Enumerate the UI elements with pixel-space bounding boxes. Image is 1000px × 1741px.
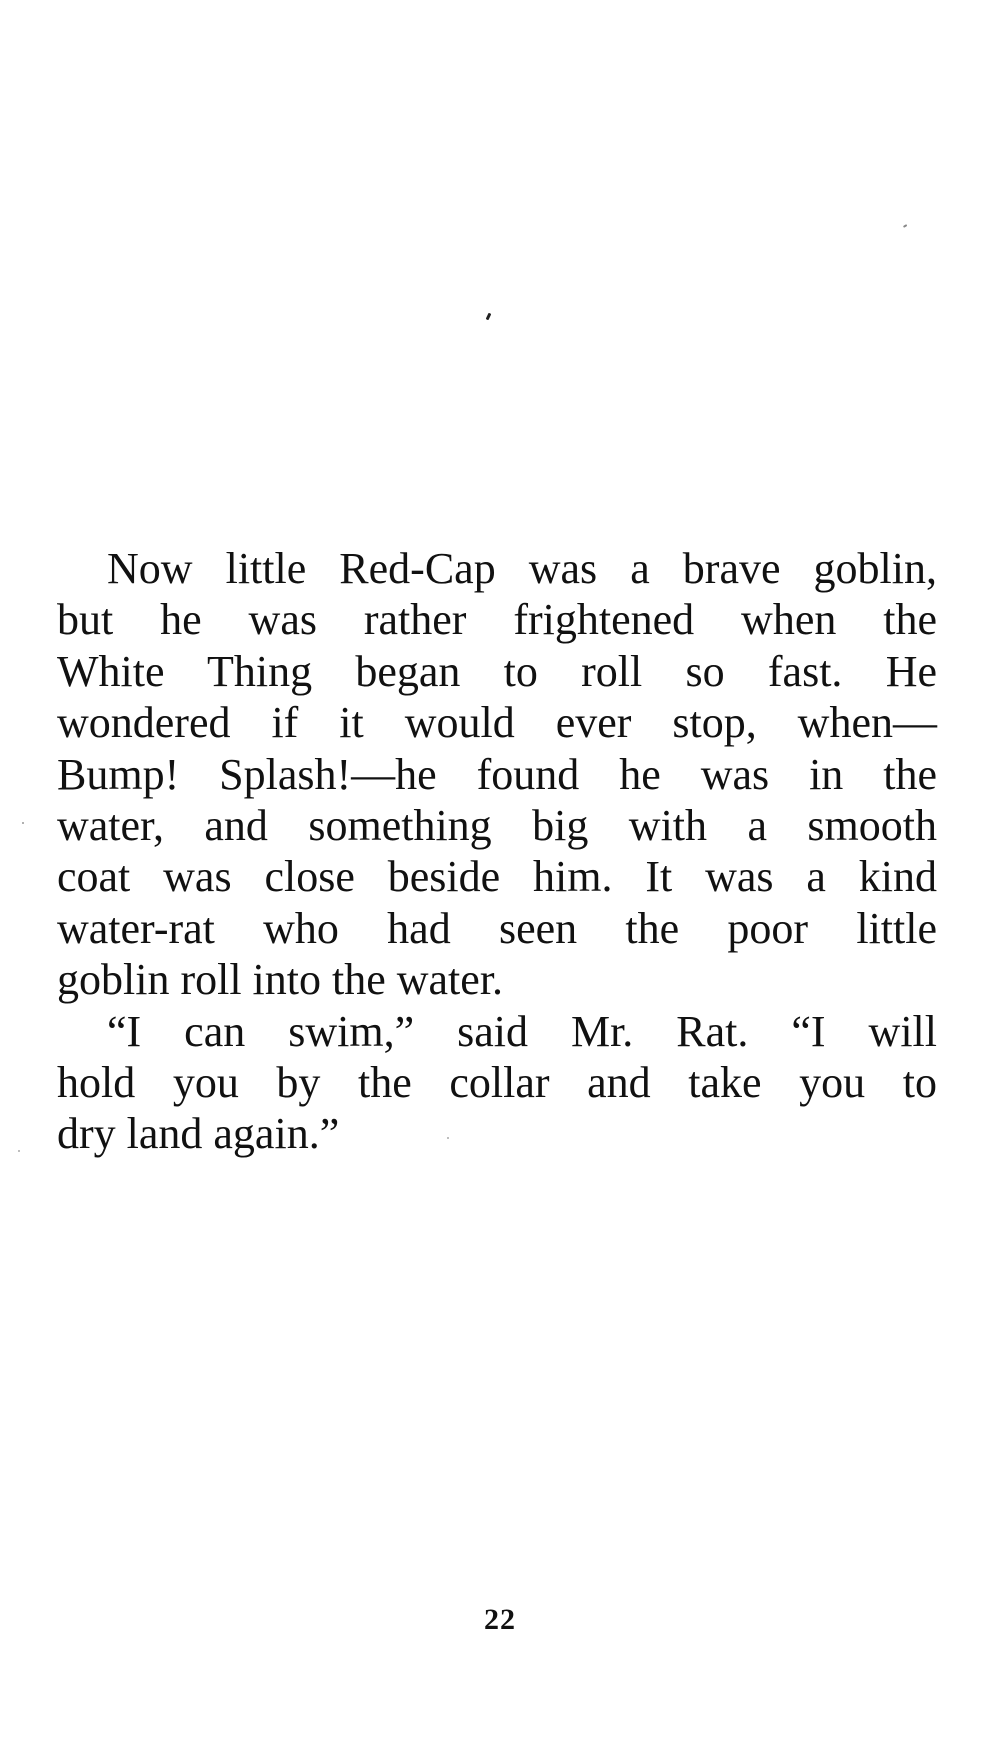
page-number: 22 [484, 1603, 516, 1636]
text-line: water, and something big with a smooth [57, 801, 937, 851]
text-line: hold you by the collar and take you to [57, 1058, 937, 1108]
text-line: but he was rather frightened when the [57, 595, 937, 645]
ink-speck [486, 313, 492, 321]
body-text [57, 543, 937, 1160]
ink-speck [18, 1150, 20, 1152]
text-line: goblin roll into the water. [57, 955, 504, 1005]
text-line: Now little Red-Cap was a brave goblin, [107, 544, 937, 593]
text-line: Bump! Splash!—he found he was in the [57, 749, 937, 799]
paragraph-1 [57, 543, 937, 1006]
ink-speck [22, 822, 24, 824]
text-line: White Thing began to roll so fast. He [57, 646, 937, 696]
text-line: wondered if it would ever stop, when— [57, 698, 937, 748]
text-line: water-rat who had seen the poor little [57, 903, 937, 953]
ink-speck [903, 224, 907, 227]
text-line: coat was close beside him. It was a kind [57, 852, 937, 902]
paragraph-2 [57, 1006, 937, 1160]
text-line: dry land again.” [57, 1109, 340, 1159]
text-line: “I can swim,” said Mr. Rat. “I will [107, 1006, 937, 1056]
